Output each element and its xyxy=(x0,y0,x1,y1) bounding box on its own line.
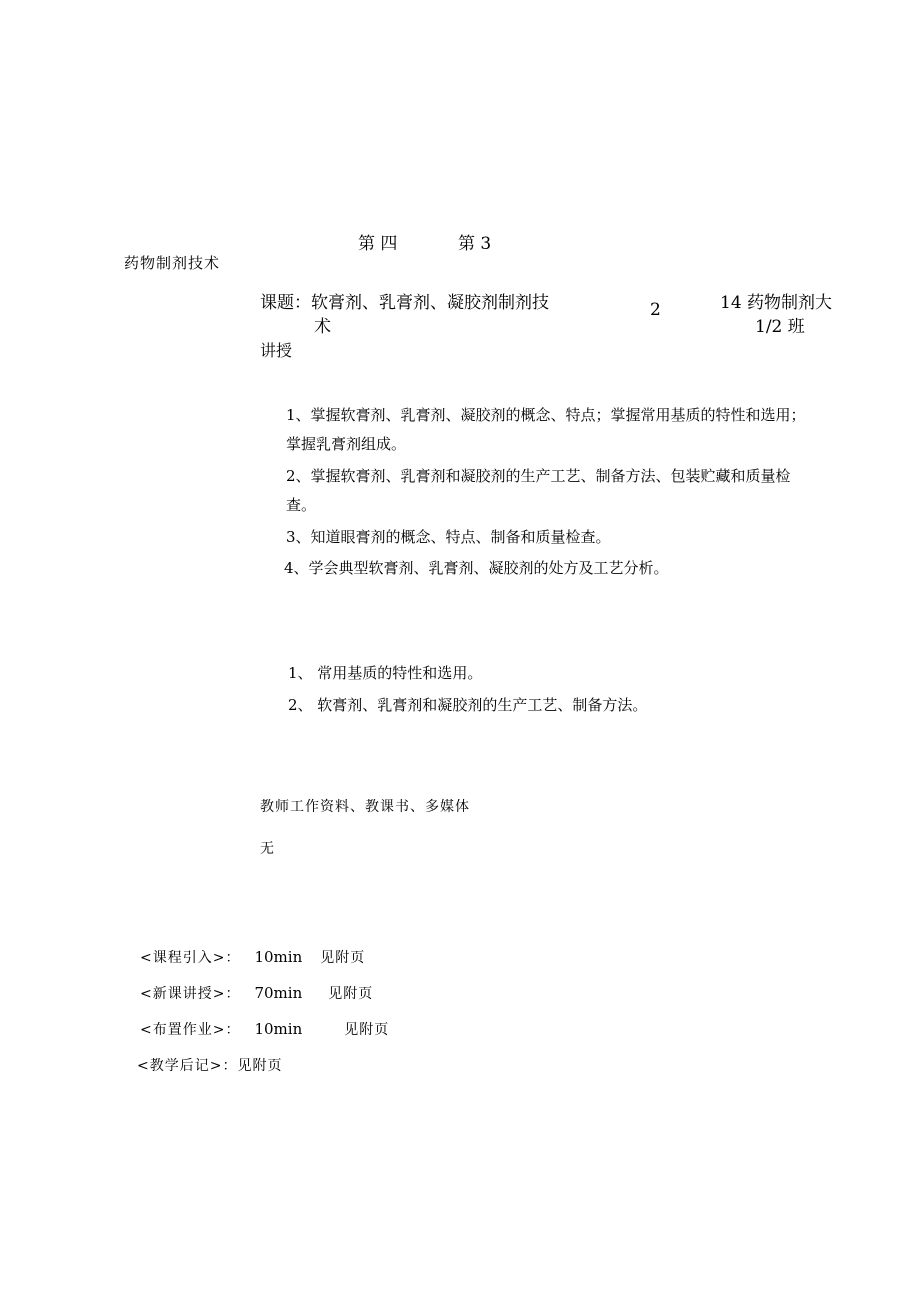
schedule-note: 见附页 xyxy=(344,1022,390,1038)
objective-line: 3、知道眼膏剂的概念、特点、制备和质量检查。 xyxy=(286,528,611,546)
schedule-note: 见附页 xyxy=(320,950,366,966)
key-point-line: 2、 软膏剂、乳膏剂和凝胶剂的生产工艺、制备方法。 xyxy=(288,696,648,714)
schedule-time: 10min xyxy=(254,948,303,966)
homework-none: 无 xyxy=(260,841,274,857)
schedule-item xyxy=(140,1019,389,1039)
schedule-note: 见附页 xyxy=(237,1058,283,1074)
week-number: 第 四 xyxy=(358,234,398,254)
schedule-note: 见附页 xyxy=(328,986,374,1002)
topic-title-line2: 术 xyxy=(314,317,331,337)
schedule-item xyxy=(140,983,373,1003)
class-group-line2: 1/2 班 xyxy=(755,317,805,337)
objective-line: 掌握乳膏剂组成。 xyxy=(286,435,407,453)
schedule-label: <课程引入>： xyxy=(140,950,241,966)
class-hours: 2 xyxy=(650,300,661,320)
class-group-line1: 14 药物制剂大 xyxy=(720,293,833,313)
schedule-label: <布置作业>： xyxy=(140,1022,241,1038)
schedule-label: <教学后记>： xyxy=(137,1058,238,1074)
topic-title-line1: 课题：软膏剂、乳膏剂、凝胶剂制剂技 xyxy=(260,293,549,313)
teaching-method: 讲授 xyxy=(260,341,293,360)
schedule-time: 10min xyxy=(254,1020,303,1038)
objective-line: 查。 xyxy=(286,496,317,514)
teaching-resources: 教师工作资料、教课书、多媒体 xyxy=(260,799,470,815)
schedule-item xyxy=(137,1055,282,1075)
objective-line: 1、掌握软膏剂、乳膏剂、凝胶剂的概念、特点；掌握常用基质的特性和选用； xyxy=(286,406,806,424)
key-point-line: 1、 常用基质的特性和选用。 xyxy=(288,664,483,682)
schedule-item xyxy=(140,947,365,967)
objective-line: 2、掌握软膏剂、乳膏剂和凝胶剂的生产工艺、制备方法、包装贮藏和质量检 xyxy=(286,467,791,485)
objective-line: 4、学会典型软膏剂、乳膏剂、凝胶剂的处方及工艺分析。 xyxy=(284,559,669,577)
schedule-label: <新课讲授>： xyxy=(140,986,241,1002)
lesson-number: 第 3 xyxy=(458,234,492,254)
schedule-time: 70min xyxy=(254,984,303,1002)
course-name: 药物制剂技术 xyxy=(124,254,221,272)
